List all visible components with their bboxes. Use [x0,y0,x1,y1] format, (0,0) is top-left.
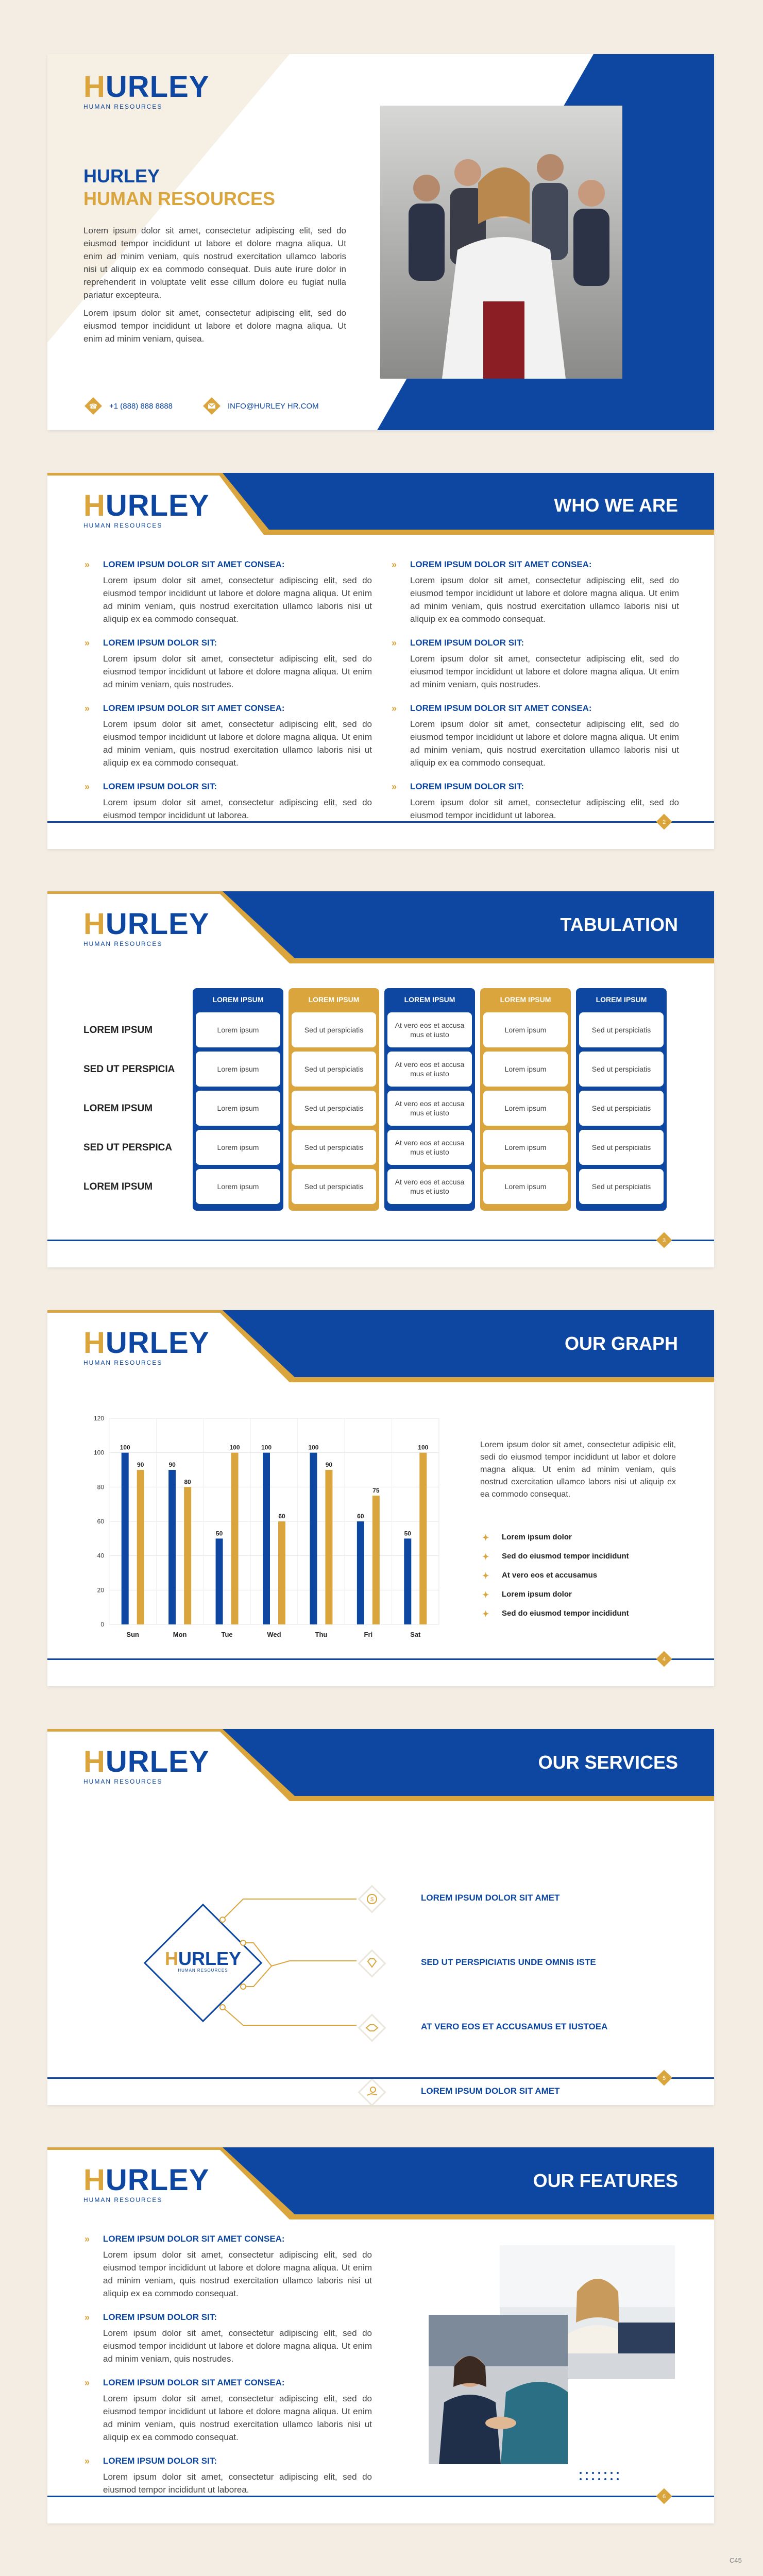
table-row-label: SED UT PERSPICA [83,1142,173,1153]
footer-code: C45 [730,2556,742,2564]
data-label: 90 [137,1461,144,1468]
table-header-cell: LOREM IPSUM [500,995,551,1004]
data-label: 100 [308,1444,319,1451]
service-label: LOREM IPSUM DOLOR SIT AMET [421,2086,560,2096]
table-cell: Sed ut perspiciatis [579,1130,664,1165]
bar [419,1453,427,1624]
slide-graph [47,1310,714,1686]
data-label: 100 [261,1444,272,1451]
list-item: » LOREM IPSUM DOLOR SIT AMET CONSEA: Lorem ipsum dolor sit amet, consectetur adipiscing elit, sed do eiusmod tempor incididunt ut labore et dolore magna aliqua. Ut enim ad minim veniam, quis nostrud exercitation ullamco laboris nisi ut aliquip ex ea commodo consequat. [392,703,679,768]
slide-who-we-are [47,473,714,849]
slide-cover [47,54,714,430]
graph-paragraph: Lorem ipsum dolor sit amet, consectetur adipisic elit, sedi do eiusmod tempor incididunt ut labor et dolore magna aliqua. Ut enim ad minim veniam, quis nostrud exercitation ullamco labors nisi ut aliquip ex ea commodo consequat. [480,1440,676,1499]
list-item: ✦ Sed do eiusmod tempor incididunt [482,1609,629,1619]
service-icon-box [357,2012,387,2046]
table-cell: Sed ut perspiciatis [292,1091,376,1126]
table-cell: Lorem ipsum [196,1052,280,1087]
data-label: 50 [215,1530,223,1537]
table-cell: At vero eos et accusa mus et iusto [387,1091,472,1126]
slide-title: WHO WE ARE [554,495,678,516]
list-item: ✦ Lorem ipsum dolor [482,1590,572,1600]
data-label: 75 [372,1487,380,1494]
table-cell: Lorem ipsum [483,1091,568,1126]
right-column [391,560,679,834]
page-number [655,2069,673,2087]
table-cell: Sed ut perspiciatis [579,1091,664,1126]
table-cell: Lorem ipsum [483,1052,568,1087]
list-item: » LOREM IPSUM DOLOR SIT AMET CONSEA: Lorem ipsum dolor sit amet, consectetur adipiscing elit, sed do eiusmod tempor incididunt ut labore et dolore magna aliqua. Ut enim ad minim veniam, quis nostrud exercitation ullamco laboris nisi ut aliquip ex ea commodo consequat. [392,560,679,624]
coins-icon [357,1884,387,1914]
table-cell: Sed ut perspiciatis [292,1052,376,1087]
slide-tabulation [47,891,714,1267]
x-tick-label: Tue [221,1631,233,1638]
footer-line [47,821,714,823]
y-tick-label: 100 [93,1449,104,1456]
bar [310,1453,317,1624]
logo: HURLEY HUMAN RESOURCES [83,489,210,529]
table-cell: Lorem ipsum [196,1130,280,1165]
x-tick-label: Sat [410,1631,421,1638]
list-item: » LOREM IPSUM DOLOR SIT AMET CONSEA: Lorem ipsum dolor sit amet, consectetur adipiscing elit, sed do eiusmod tempor incididunt ut labore et dolore magna aliqua. Ut enim ad minim veniam, quis nostrud exercitation ullamco laboris nisi ut aliquip ex ea commodo consequat. [84,2234,372,2298]
table-cell: Sed ut perspiciatis [292,1130,376,1165]
bar [137,1470,144,1624]
svg-text:3: 3 [662,1238,666,1244]
table-cell: Lorem ipsum [196,1091,280,1126]
table-header-cell: LOREM IPSUM [308,995,360,1004]
table-header-cell: LOREM IPSUM [404,995,455,1004]
bar [357,1521,364,1624]
slide-title: OUR GRAPH [564,1333,678,1354]
data-label: 100 [418,1444,429,1451]
table-cell: Lorem ipsum [483,1130,568,1165]
footer-line [47,2077,714,2079]
cover-title: HURLEY HUMAN RESOURCES [83,165,276,209]
list-item: » LOREM IPSUM DOLOR SIT: Lorem ipsum dolor sit amet, consectetur adipiscing elit, sed do eiusmod tempor incididunt ut labore et dolore magna aliqua. Ut enim ad minim veniam, quis nostrudes. [392,638,679,689]
list-item: ✦ Lorem ipsum dolor [482,1533,572,1543]
list-item: » LOREM IPSUM DOLOR SIT AMET CONSEA: Lorem ipsum dolor sit amet, consectetur adipiscing elit, sed do eiusmod tempor incididunt ut labore et dolore magna aliqua. Ut enim ad minim veniam, quis nostrud exercitation ullamco laboris nisi ut aliquip ex ea commodo consequat. [84,2378,372,2442]
list-item: » LOREM IPSUM DOLOR SIT: Lorem ipsum dolor sit amet, consectetur adipiscing elit, sed do eiusmod tempor incididunt ut laborea. [84,2456,372,2495]
svg-text:6: 6 [662,2494,666,2500]
list-item: » LOREM IPSUM DOLOR SIT: Lorem ipsum dolor sit amet, consectetur adipiscing elit, sed do eiusmod tempor incididunt ut laborea. [84,782,372,820]
diamond-icon [357,1948,387,1979]
list-item: ✦ Sed do eiusmod tempor incididunt [482,1552,629,1562]
table-cell: Sed ut perspiciatis [579,1169,664,1204]
table-cell: Lorem ipsum [196,1169,280,1204]
contact-email: INFO@HURLEY HR.COM [202,396,319,416]
graph-list [480,1533,676,1628]
service-icon-box [357,1948,387,1981]
y-tick-label: 40 [97,1552,104,1560]
hand-coin-icon [357,2077,387,2105]
slide-title: OUR SERVICES [538,1752,678,1773]
logo: HURLEY HUMAN RESOURCES [83,2163,210,2204]
bar [231,1453,239,1624]
cover-paragraph-1: Lorem ipsum dolor sit amet, consectetur adipiscing elit, sed do eiusmod tempor incididunt ut labore et dolore magna aliqua. Ut enim ad minim veniam, quis nostrud exercitation ullamco laboris nisi ut aliquip ex ea commodo consequat. Duis aute irure dolor in reprehenderit in voluptate velit esse cillum dolore eu fugiat nulla pariatur excepteura. [83,226,346,300]
service-icon-box [357,1884,387,1917]
x-tick-label: Fri [364,1631,373,1638]
y-tick-label: 120 [93,1415,104,1422]
logo: HURLEY HUMAN RESOURCES [83,907,210,947]
x-tick-label: Wed [267,1631,281,1638]
table-row-label: LOREM IPSUM [83,1103,153,1114]
data-label: 60 [357,1513,364,1520]
table-cell: At vero eos et accusa mus et iusto [387,1169,472,1204]
svg-text:☎: ☎ [89,402,98,410]
cover-team-photo [380,106,622,379]
page-number [655,2487,673,2505]
list-item: » LOREM IPSUM DOLOR SIT: Lorem ipsum dolor sit amet, consectetur adipiscing elit, sed do eiusmod tempor incididunt ut laborea. [392,782,679,820]
logo: HURLEY HUMAN RESOURCES [83,1326,210,1366]
y-tick-label: 0 [100,1621,104,1628]
svg-text:2: 2 [662,819,666,825]
table-row-label: SED UT PERSPICIA [83,1064,175,1075]
bar [168,1470,176,1624]
data-label: 50 [404,1530,411,1537]
data-label: 90 [325,1461,333,1468]
contact-phone: ☎ +1 (888) 888 8888 [83,396,173,416]
bar [216,1538,223,1624]
service-label: SED UT PERSPICIATIS UNDE OMNIS ISTE [421,1957,596,1967]
service-label: AT VERO EOS ET ACCUSAMUS ET IUSTOEA [421,2022,608,2031]
y-tick-label: 60 [97,1518,104,1525]
slide-features [47,2147,714,2523]
service-label: LOREM IPSUM DOLOR SIT AMET [421,1893,560,1903]
table-header-cell: LOREM IPSUM [212,995,264,1004]
x-tick-label: Mon [173,1631,187,1638]
bar [263,1453,270,1624]
left-column [83,560,372,834]
footer-line [47,1658,714,1660]
table-row-label: LOREM IPSUM [83,1025,153,1036]
list-item: ✦ At vero eos et accusamus [482,1571,598,1581]
list-item: » LOREM IPSUM DOLOR SIT: Lorem ipsum dolor sit amet, consectetur adipiscing elit, sed do eiusmod tempor incididunt ut labore et dolore magna aliqua. Ut enim ad minim veniam, quis nostrudes. [84,638,372,689]
data-label: 60 [278,1513,285,1520]
y-tick-label: 80 [97,1483,104,1491]
slide-services [47,1729,714,2105]
bar [404,1538,411,1624]
data-table [47,891,714,1267]
y-tick-label: 20 [97,1586,104,1594]
slide-title: OUR FEATURES [533,2170,678,2191]
x-tick-label: Thu [315,1631,328,1638]
table-cell: Sed ut perspiciatis [579,1012,664,1047]
footer-line [47,2496,714,2497]
list-item: » LOREM IPSUM DOLOR SIT AMET CONSEA: Lorem ipsum dolor sit amet, consectetur adipiscing elit, sed do eiusmod tempor incididunt ut labore et dolore magna aliqua. Ut enim ad minim veniam, quis nostrud exercitation ullamco laboris nisi ut aliquip ex ea commodo consequat. [84,703,372,768]
page-number [655,1650,673,1668]
list-item: » LOREM IPSUM DOLOR SIT: Lorem ipsum dolor sit amet, consectetur adipiscing elit, sed do eiusmod tempor incididunt ut labore et dolore magna aliqua. Ut enim ad minim veniam, quis nostrudes. [84,2312,372,2364]
services-diagram [47,1811,408,2079]
table-cell: Lorem ipsum [483,1169,568,1204]
services-logo: HURLEY HUMAN RESOURCES [164,1948,241,1973]
svg-text:4: 4 [662,1656,666,1663]
svg-text:5: 5 [662,2075,666,2081]
office-photo-bottom [429,2315,568,2464]
table-cell: At vero eos et accusa mus et iusto [387,1012,472,1047]
data-label: 100 [120,1444,130,1451]
table-cell: Lorem ipsum [483,1012,568,1047]
data-label: 100 [229,1444,240,1451]
mail-icon [202,396,222,416]
handshake-icon [357,2012,387,2043]
logo: HURLEY HUMAN RESOURCES [83,1745,210,1785]
svg-text:$: $ [370,1896,374,1903]
features-column [83,2234,372,2509]
bar [372,1496,380,1624]
bar [325,1470,332,1624]
slide-title: TABULATION [560,914,678,935]
bar [184,1487,191,1624]
list-item: » LOREM IPSUM DOLOR SIT AMET CONSEA: Lorem ipsum dolor sit amet, consectetur adipiscing elit, sed do eiusmod tempor incididunt ut labore et dolore magna aliqua. Ut enim ad minim veniam, quis nostrud exercitation ullamco laboris nisi ut aliquip ex ea commodo consequat. [84,560,372,624]
table-cell: Sed ut perspiciatis [579,1052,664,1087]
bar [122,1453,129,1624]
footer-line [47,1240,714,1241]
page-number [655,813,673,831]
decorative-dots [578,2470,624,2486]
table-cell: Sed ut perspiciatis [292,1012,376,1047]
table-cell: Lorem ipsum [196,1012,280,1047]
x-tick-label: Sun [126,1631,139,1638]
bar [278,1521,285,1624]
phone-icon [83,396,103,416]
table-cell: At vero eos et accusa mus et iusto [387,1130,472,1165]
table-header-cell: LOREM IPSUM [596,995,647,1004]
data-label: 80 [184,1478,191,1486]
table-cell: Sed ut perspiciatis [292,1169,376,1204]
data-label: 90 [168,1461,176,1468]
page-number [655,1231,673,1249]
logo: HURLEY HUMAN RESOURCES [83,70,210,110]
service-icon-box [357,2077,387,2105]
bar-chart [78,1408,449,1655]
cover-paragraph-2: Lorem ipsum dolor sit amet, consectetur adipiscing elit, sed do eiusmod tempor incididunt ut labore et dolore magna aliqua. Ut enim ad minim veniam, quisea. [83,308,346,344]
table-row-label: LOREM IPSUM [83,1181,153,1192]
table-cell: At vero eos et accusa mus et iusto [387,1052,472,1087]
